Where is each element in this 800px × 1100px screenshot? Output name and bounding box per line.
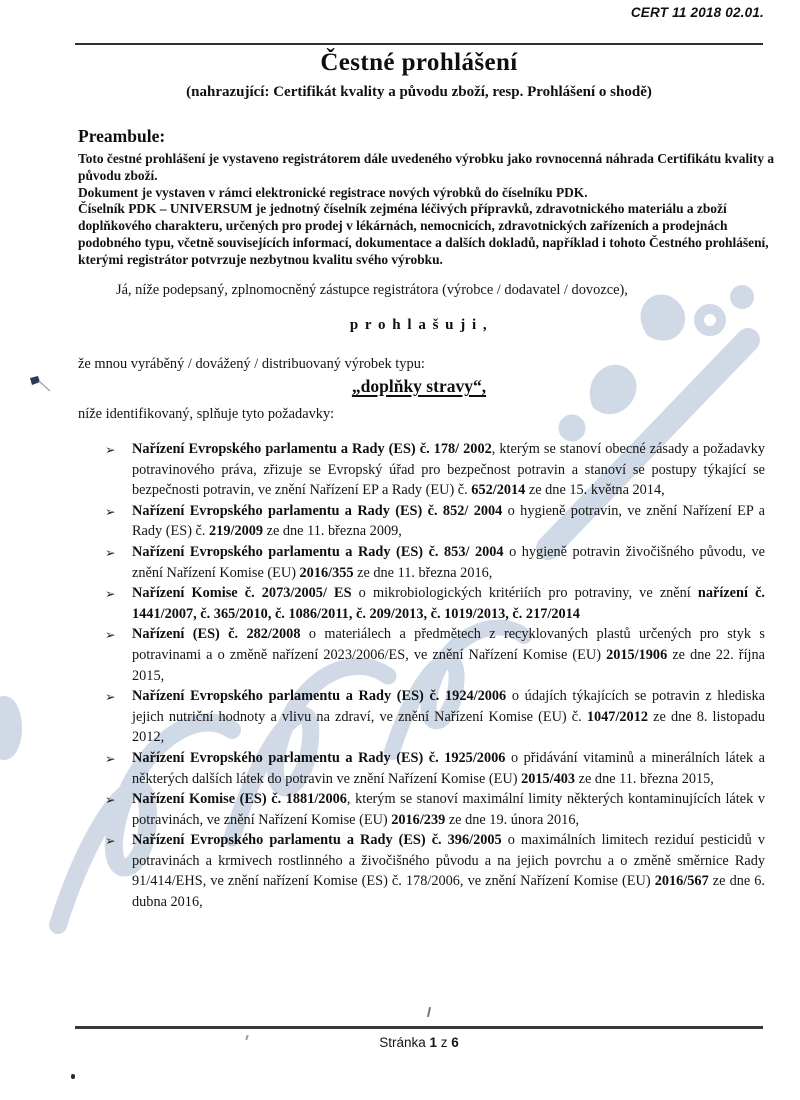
requirement-text: Nařízení Evropského parlamentu a Rady (ES) č. 1924/2006 o údajích týkajících se potravin z hlediska jejich nutriční hodnoty a vlivu na zdraví, ve znění Nařízení Komise (EU) č. 1047/2012 ze dne 8. listopadu 2012, (132, 688, 765, 746)
requirement-item (104, 501, 765, 542)
requirement-text: Nařízení Komise (ES) č. 1881/2006, kterým se stanoví maximální limity některých kontaminujících látek v potravinách, ve znění Nařízení Komise (EU) 2016/239 ze dne 19. února 2016, (132, 791, 765, 828)
requirement-item (104, 542, 765, 583)
declaration-performative: p r o h l a š u j i , (349, 317, 489, 333)
preamble-paragraph: Číselník PDK – UNIVERSUM je jednotný číselník zejména léčivých přípravků, zdravotnického materiálu a zboží doplňkového charakteru, určených pro prodej v lékárnách, nemocnicích, zdravotnických zařízeních a prodejnách podobného typu, včetně souvisejících informací, dokumentace a dalších dokladů, například i tohoto Čestného prohlášení, kterými registrátor potvrzuje nezbytnou kvalitu svého výrobku. (78, 201, 769, 267)
preamble-paragraph: Toto čestné prohlášení je vystaveno registrátorem dále uvedeného výrobku jako rovnocenná náhrada Certifikátu kvality a původu zboží. (78, 151, 775, 183)
preamble-paragraph: Dokument je vystaven v rámci elektronické registrace nových výrobků do číselníku PDK. (78, 184, 588, 200)
list-arrow-icon: ➢ (105, 544, 116, 560)
list-arrow-icon: ➢ (105, 689, 116, 705)
requirement-text: Nařízení (ES) č. 282/2008 o materiálech a předmětech z recyklovaných plastů určených pro styk s potravinami a o změně nařízení 2023/2006/ES, ve znění Nařízení Komise (EU) 2015/1906 ze dne 22. října 2015, (132, 626, 766, 684)
declaration-intro: Já, níže podepsaný, zplnomocněný zástupce registrátora (výrobce / dodavatel / dovozce), (116, 282, 628, 298)
requirement-text: Nařízení Evropského parlamentu a Rady (ES) č. 1925/2006 o přidávání vitaminů a minerálních látek a některých dalších látek do potravin ve znění Nařízení Komise (EU) 2015/403 ze dne 11. března 2015, (132, 749, 765, 787)
doc-code: CERT 11 2018 02.01. (630, 5, 764, 20)
requirements-list (104, 439, 765, 913)
product-intro-line: že mnou vyráběný / dovážený / distribuovaný výrobek typu: (78, 356, 425, 372)
product-type: „doplňky stravy“, (351, 376, 487, 396)
scan-speck-icon (28, 374, 54, 394)
list-arrow-icon: ➢ (105, 627, 116, 643)
requirement-item (104, 686, 765, 748)
list-arrow-icon: ➢ (105, 792, 116, 808)
scan-speck-icon (71, 1074, 75, 1079)
requirement-item (104, 439, 765, 501)
requirement-item (104, 624, 765, 686)
list-arrow-icon: ➢ (105, 503, 116, 519)
preamble-body (78, 151, 775, 269)
list-arrow-icon: ➢ (105, 586, 116, 602)
requirement-text: Nařízení Komise č. 2073/2005/ ES o mikrobiologických kritériích pro potraviny, ve znění nařízení č. 1441/2007, č. 365/2010, č. 1086/2011, č. 209/2013, č. 1019/2013, č. 217/2014 (132, 585, 766, 622)
document-subtitle: (nahrazující: Certifikát kvality a původu zboží, resp. Prohlášení o shodě) (186, 84, 652, 100)
list-arrow-icon: ➢ (105, 750, 116, 766)
requirements-intro-line: níže identifikovaný, splňuje tyto požadavky: (78, 406, 335, 422)
header-rule (75, 43, 763, 45)
page-number: Stránka 1 z 6 (379, 1035, 459, 1050)
requirement-text: Nařízení Evropského parlamentu a Rady (ES) č. 178/ 2002, kterým se stanoví obecné zásady a požadavky potravinového práva, zřizuje se Evropský úřad pro bezpečnost potravin a stanoví se postupy týkající se bezpečnosti potravin, ve znění Nařízení EP a Rady (EU) č. 652/2014 ze dne 15. května 2014, (132, 441, 765, 499)
requirement-item (104, 583, 765, 624)
list-arrow-icon: ➢ (105, 833, 116, 849)
list-arrow-icon: ➢ (105, 442, 116, 457)
document-title: Čestné prohlášení (320, 49, 518, 76)
requirement-text: Nařízení Evropského parlamentu a Rady (ES) č. 852/ 2004 o hygieně potravin, ve znění Nařízení EP a Rady (ES) č. 219/2009 ze dne 11. března 2009, (132, 502, 765, 540)
requirement-item (104, 748, 765, 789)
footer-rule (75, 1026, 763, 1029)
requirement-text: Nařízení Evropského parlamentu a Rady (ES) č. 396/2005 o maximálních limitech reziduí pesticidů v potravinách a krmivech rostlinného a živočišného původu a na jejich povrchu a o změně směrnice Rady 91/414/EHS, ve znění nařízení Komise (ES) č. 178/2006, ve znění Nařízení Komise (EU) 2016/567 ze dne 6. dubna 2016, (132, 832, 766, 911)
requirement-item (104, 830, 765, 912)
requirement-text: Nařízení Evropského parlamentu a Rady (ES) č. 853/ 2004 o hygieně potravin živočišného původu, ve znění Nařízení Komise (EU) 2016/355 ze dne 11. března 2016, (132, 543, 765, 581)
requirement-item (104, 789, 765, 830)
preamble-heading: Preambule: (78, 126, 166, 146)
scan-speck-icon (427, 1007, 431, 1017)
